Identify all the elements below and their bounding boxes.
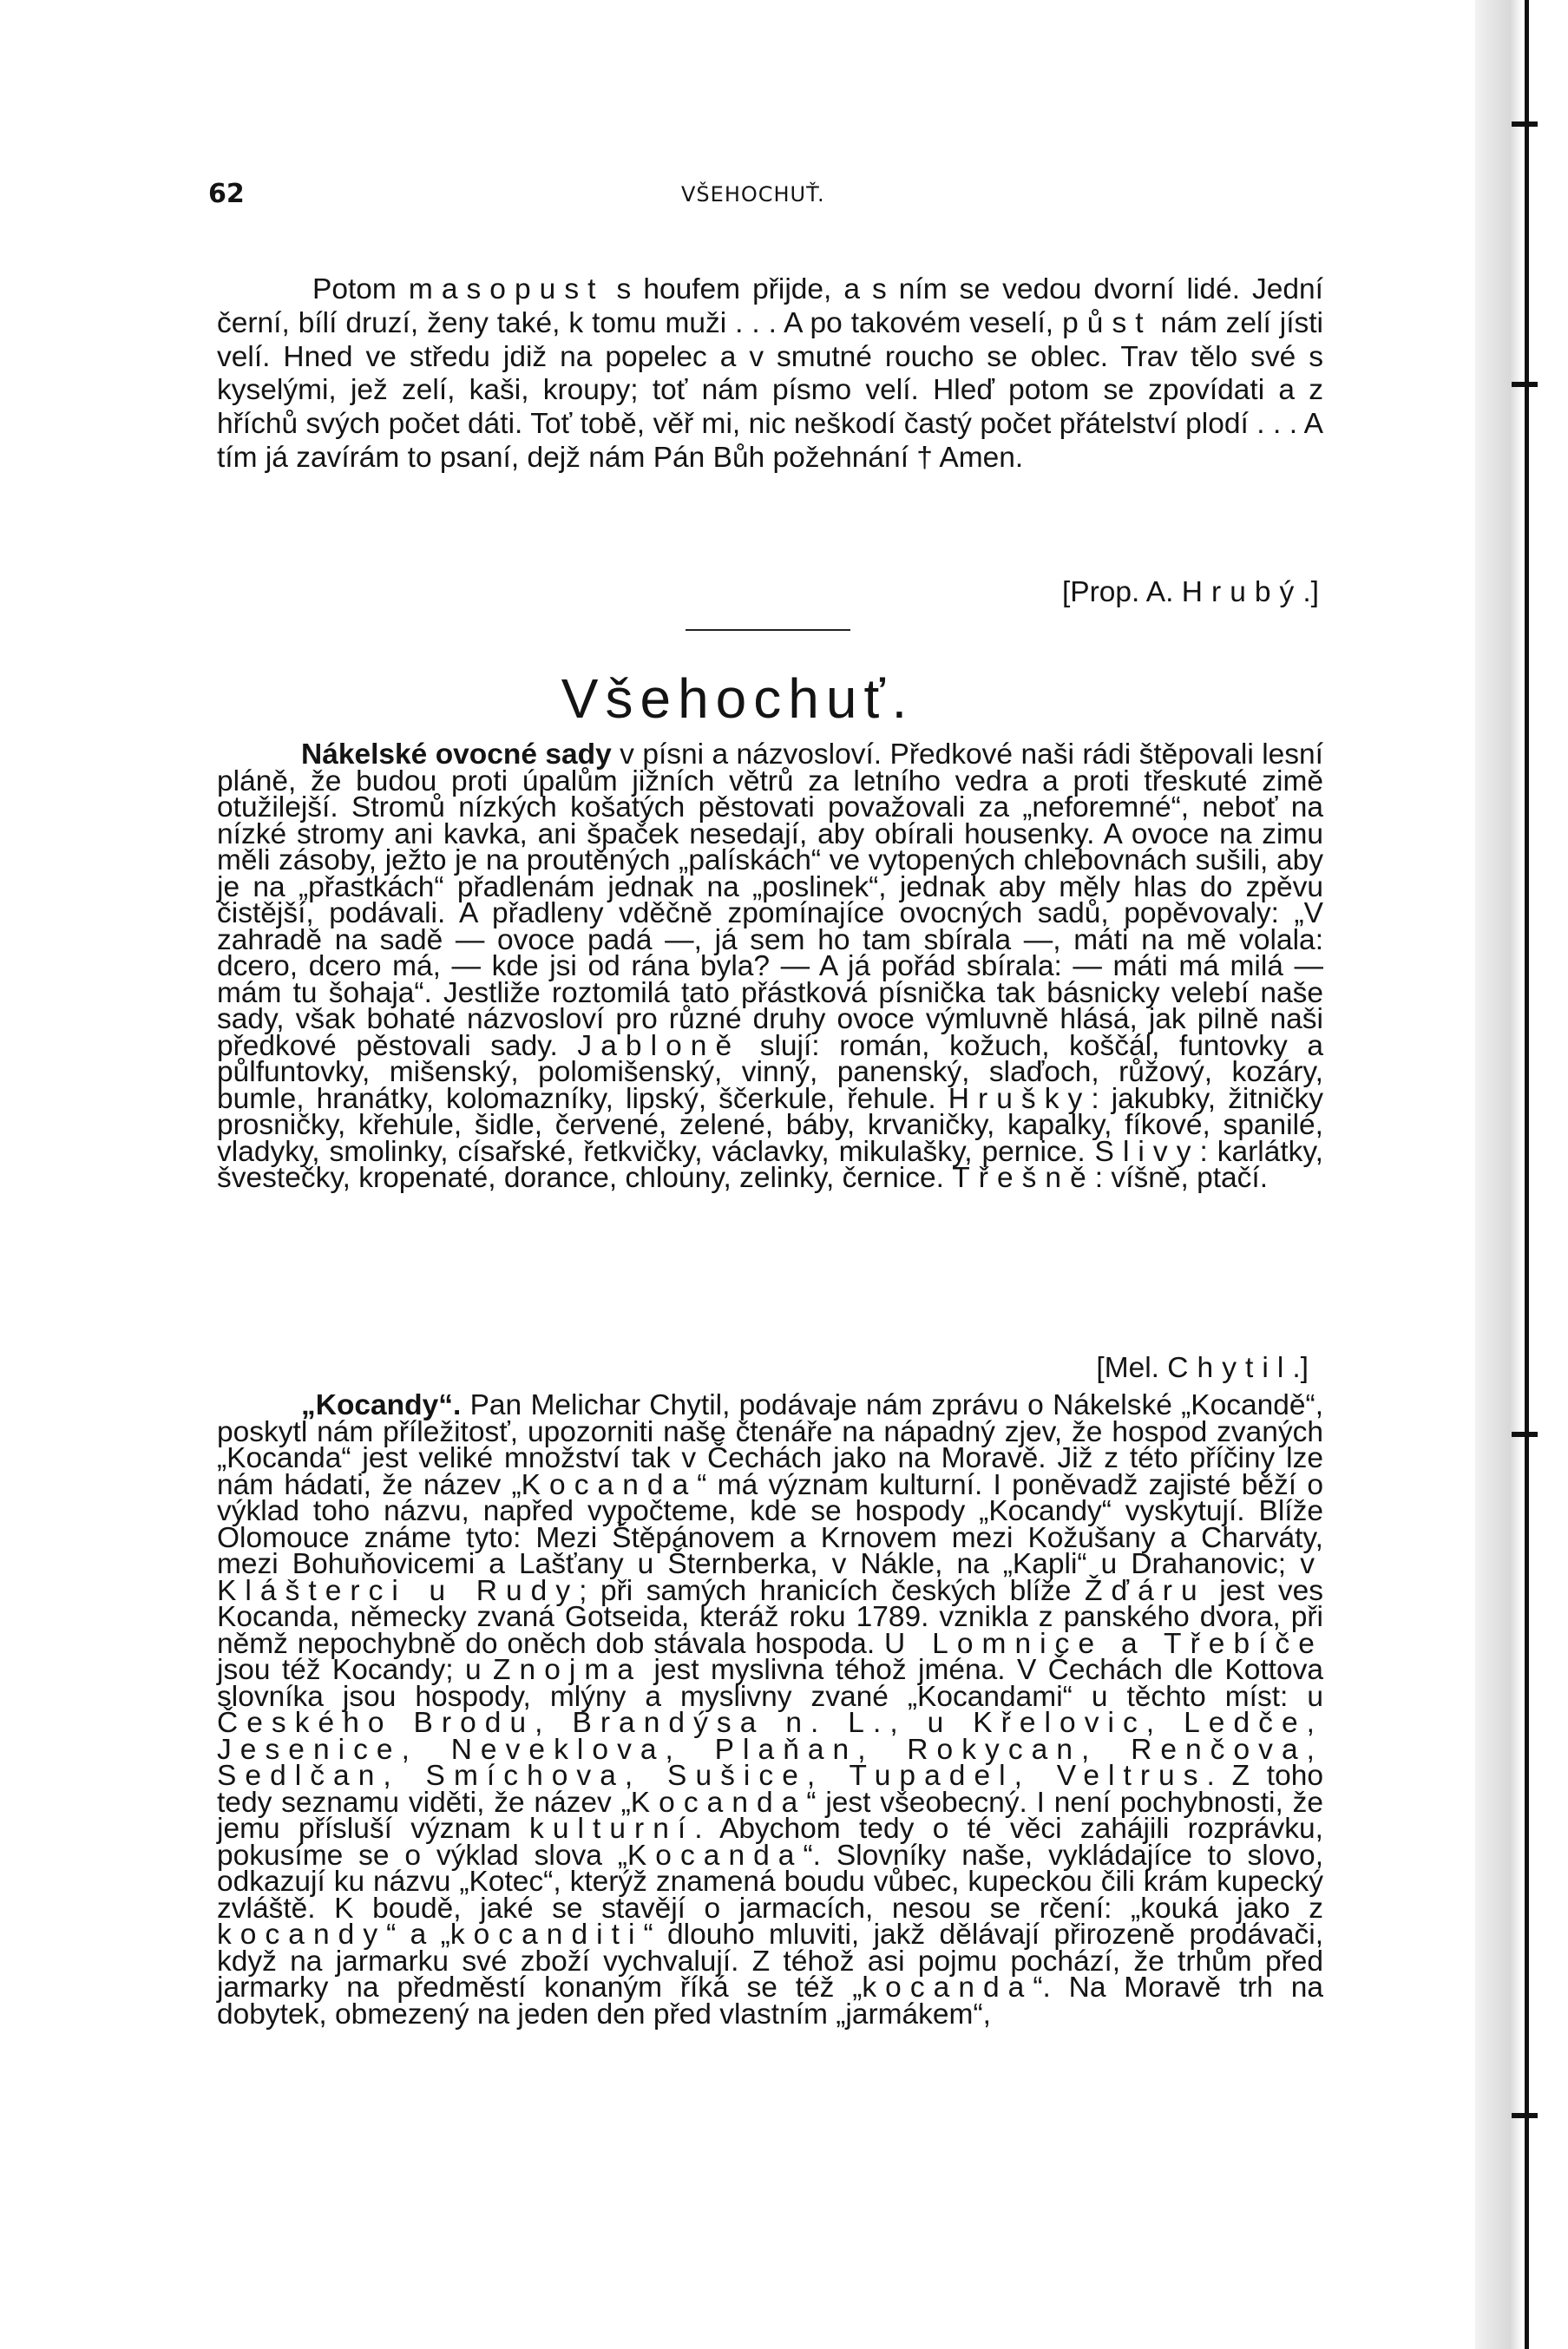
spaced-word: kulturní	[529, 1813, 695, 1845]
text-run: jsou též Kocandy; u	[217, 1654, 494, 1686]
spaced-word: kocanditi	[449, 1919, 644, 1951]
spaced-word: Jabloně	[577, 1029, 741, 1062]
text-run: “. Slovníky naše, vykládajíce to slovo, odkazují ku názvu „Kotec“, kterýž znamená boudu vůbec, kupeckou čili krám kupecký zvláště. K boudě, jaké se stavějí o jarmacích, nesou se rčení: „kouká jako z	[217, 1839, 1323, 1925]
kocandy-paragraph	[217, 1389, 1324, 2031]
spaced-word: Českého Brodu, Brandýsa n. L., u Křelovic, Ledče, Jesenice, Neveklova, Plaňan, Rokycan, Renčova, Sedlčan, Smíchova, Sušice, Tupadel, Veltrus	[217, 1707, 1323, 1792]
spaced-word: Slivy	[1094, 1135, 1200, 1168]
scan-tick-mark	[1512, 382, 1538, 387]
signature-prefix: [Prop. A.	[1061, 576, 1182, 608]
text-run: Potom	[312, 273, 409, 305]
signature-name: Hrubý	[1181, 576, 1303, 608]
spaced-word: masopust	[408, 273, 605, 305]
text-run: jest myslivna téhož jména. V Čechách dle Kottova slovníka jsou hospody, mlýny a myslivny zvané „Kocandami“ u těchto míst: u	[217, 1654, 1323, 1713]
text-run: “ a „	[386, 1919, 450, 1951]
page-header	[208, 179, 1319, 213]
text-run: : karlátky, švestečky, kropenaté, dorance, chlouny, zelinky, černice.	[217, 1135, 1323, 1194]
scan-tick-mark	[1512, 2113, 1538, 2118]
text-run: ; při samých hranicích českých blíže	[579, 1574, 1085, 1607]
section-separator	[686, 629, 850, 631]
spaced-word: Znojma	[493, 1654, 643, 1686]
text-run: Pan Melichar Chytil, podávaje nám zprávu o Nákelské „Kocandě“, poskytl nám příležitosť, upozorniti naše čtenáře na nápadný zjev, že hospod zvaných „Kocanda“ jest veliké množství tak v Čechách jako na Moravě. Již z této příčiny lze nám hádati, že název „	[217, 1389, 1323, 1501]
signature-suffix: .]	[1292, 1352, 1309, 1384]
text-run: nám zelí jísti velí. Hned ve středu jdiž na popelec a v smutné roucho se oblec. Trav tělo své s kyselými, jež zelí, kaši, kroupy; toť nám písmo velí. Hleď potom se zpovídati a z hříchů svých počet dáti. Toť tobě, věř mi, nic neškodí častý počet přátelství plodí . . . A tím já zavírám to psaní, dejž nám Pán Bůh požehnání † Amen.	[217, 306, 1323, 474]
section-title: Všehochuť.	[561, 667, 915, 730]
signature-name: Chytil	[1167, 1352, 1293, 1384]
text-run: . Z toho tedy seznamu viděti, že název „	[217, 1760, 1324, 1819]
scan-edge-shadow	[1475, 0, 1568, 2349]
scan-tick-mark	[1512, 1432, 1538, 1437]
text-run: v písni a názvosloví. Předkové naši rádi štěpovali lesní pláně, že budou proti úpalům jižních větrů za letního vedra a proti třeskuté zimě otužilejší. Stromů nízkých košatých pěstovati považovali za „neforemné“, neboť na nízké stromy ani kavka, ani špaček nesedají, aby obírali housenky. A ovoce na zimu měli zásoby, ježto je na proutěných „palískách“ ve vytopených chlebovnách sušili, aby je na „přastkách“ přadlenám jednak na „poslinek“, jednak aby měly hlas do zpěvu čistější, podávali. A přadleny vděčně zpomínajíce ovocných sadů, popěvovaly: „V zahradě na sadě — ovoce padá —, já sem ho tam sbírala —, máti na mě volala: dcero, dcero má, — kde jsi od rána byla? — A já pořád sbírala: — máti má milá — mám tu šohaja“. Jestliže roztomilá tato přástková písnička tak básnicky velebí naše sady, však bohaté názvosloví pro různé druhy ovoce výmluvně hlásá, jak pilně naši předkové pěstovali sady.	[217, 738, 1323, 1062]
signature-suffix: .]	[1302, 576, 1319, 608]
text-run: “ dlouho mluviti, jakž dělávají přirozeně prodávači, když na jarmarku své zboží vychvalují. Z téhož asi pojmu pochází, že trhům před jarmarky na předměstí konaným říká se též „	[217, 1919, 1323, 2004]
text-run: : víšně, ptačí.	[1094, 1162, 1269, 1194]
text-run: “ jest všeobecný. I není pochybnosti, že jemu přísluší význam	[217, 1786, 1323, 1845]
running-title: VŠEHOCHUŤ.	[681, 182, 825, 207]
spaced-word: Hrušky	[948, 1082, 1092, 1115]
page-number: 62	[208, 179, 245, 209]
signature-chytil	[1096, 1352, 1309, 1385]
spaced-word: kocandy	[217, 1919, 387, 1951]
text-run: s houfem přijde, a s ním se vedou dvorní lidé. Jední černí, bílí druzí, ženy také, k tomu muži . . . A po takovém veselí,	[217, 273, 1323, 339]
text-run: “. Na Moravě trh na dobytek, obmezený na jeden den před vlastním „jarmákem“,	[217, 1972, 1323, 2031]
spaced-word: půst	[1062, 306, 1152, 339]
spaced-word: Kocanda	[627, 1839, 804, 1872]
text-run: slují: román, kožuch, koščál, funtovky a půlfuntovky, mišenský, polomišenský, vinný, panenský, slaďoch, růžový, kozáry, bumle, hranátky, kolomazníky, lipský, ščerkule, řehule.	[217, 1029, 1323, 1115]
paragraph-lead: Nákelské ovocné sady	[301, 738, 612, 771]
spaced-word: Třešně	[952, 1162, 1095, 1194]
prop-poem-paragraph	[217, 273, 1323, 476]
spaced-word: kocanda	[862, 1972, 1033, 2004]
spaced-word: Kocanda	[521, 1468, 698, 1501]
sady-paragraph	[217, 738, 1323, 1194]
spaced-word: Kocanda	[630, 1786, 807, 1819]
spaced-word: v Klášterci u Rudy	[217, 1548, 1323, 1607]
paragraph-lead: „Kocandy“.	[301, 1389, 462, 1421]
spaced-word: U Lomnice a Třebíče	[884, 1627, 1323, 1660]
signature-prefix: [Mel.	[1096, 1352, 1168, 1384]
text-run: jest ves Kocanda, německy zvaná Gotseida, kteráž roku 1789. vznikla z panského dvora, při němž nepochybně do oněch dob stávala hospoda.	[217, 1574, 1323, 1660]
text-run: : jakubky, žitničky prosničky, křehule, šidle, červené, zelené, báby, krvaničky, kapalky, fíkové, spanilé, vladyky, smolinky, císařské, řetkvičky, václavky, mikulašky, pernice.	[217, 1082, 1323, 1168]
scan-edge-rule	[1525, 0, 1529, 2349]
spaced-word: Žďáru	[1084, 1574, 1206, 1607]
text-run: . Abychom tedy o té věci zahájili rozprávku, pokusíme se o výklad slova „	[217, 1813, 1323, 1872]
text-run: “ má význam kulturní. I poněvadž zajisté běží o výklad toho názvu, napřed vypočteme, kde se hospody „Kocandy“ vyskytují. Blíže Olomouce známe tyto: Mezi Štěpánovem a Krnovem mezi Kožušany a Charváty, mezi Bohuňovicemi a Lašťany u Šternberka, v Nákle, na „Kapli“ u Drahanovic;	[217, 1468, 1323, 1580]
signature-hruby	[1062, 576, 1319, 609]
scan-tick-mark	[1512, 121, 1538, 127]
